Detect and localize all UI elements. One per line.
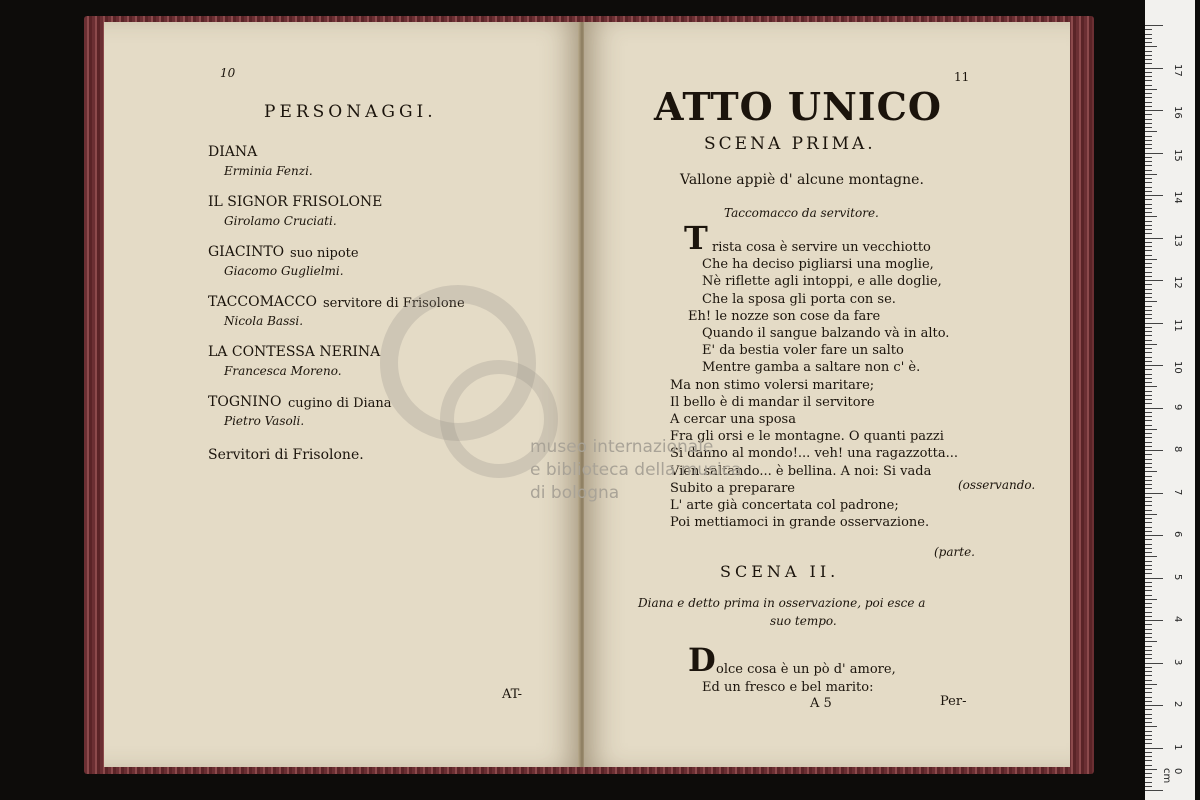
verse-line: Che la sposa gli porta con se. (702, 291, 896, 307)
ruler-tick (1145, 127, 1152, 128)
ruler-tick (1145, 178, 1152, 179)
ruler-tick (1145, 182, 1152, 183)
ruler-tick (1145, 535, 1163, 536)
ruler-label: 10 (1172, 361, 1183, 374)
ruler-tick (1145, 654, 1152, 655)
right-catchword: Per- (940, 694, 967, 709)
ruler-tick (1145, 136, 1152, 137)
ruler-tick (1145, 548, 1152, 549)
verse-line: Il bello è di mandar il servitore (670, 394, 875, 410)
ruler-tick (1145, 46, 1157, 47)
ruler-tick (1145, 280, 1163, 281)
ruler-tick (1145, 161, 1152, 162)
ruler-tick (1145, 408, 1163, 409)
ruler-tick (1145, 650, 1152, 651)
ruler-tick (1145, 38, 1152, 39)
ruler-tick (1145, 718, 1152, 719)
ruler-tick (1145, 284, 1152, 285)
ruler-tick (1145, 446, 1152, 447)
verse-line: Fra gli orsi e le montagne. O quanti pazzi (670, 429, 944, 445)
verse-line: Che ha deciso pigliarsi una moglie, (702, 257, 934, 273)
ruler-tick (1145, 416, 1152, 417)
atto-unico-title: ATTO UNICO (654, 84, 942, 129)
ruler-tick (1145, 760, 1152, 761)
ruler-tick (1145, 544, 1152, 545)
ruler-tick (1145, 501, 1152, 502)
ruler-tick (1145, 212, 1152, 213)
scene-2-direction-line-1: Diana e detto prima in osservazione, poi esce a (638, 596, 926, 610)
ruler-tick (1145, 34, 1152, 35)
verse-line: Ma non stimo volersi maritare; (670, 377, 875, 393)
ruler-tick (1145, 692, 1152, 693)
actor-name: Pietro Vasoli. (224, 414, 305, 428)
ruler-tick (1145, 289, 1152, 290)
ruler-tick (1145, 552, 1152, 553)
ruler-tick (1145, 352, 1152, 353)
verse-line: Poi mettiamoci in grande osservazione. (670, 515, 930, 531)
ruler-tick (1145, 684, 1157, 685)
ruler-tick (1145, 705, 1163, 706)
ruler-tick (1145, 743, 1152, 744)
ruler-tick (1145, 93, 1152, 94)
verse-line: Ed un fresco e bel marito: (702, 680, 874, 695)
ruler-tick (1145, 484, 1152, 485)
ruler-tick (1145, 595, 1152, 596)
personaggi-title: PERSONAGGI. (264, 102, 437, 122)
ruler-tick (1145, 378, 1152, 379)
ruler-tick (1145, 412, 1152, 413)
ruler-tick (1145, 429, 1157, 430)
ruler-label: 4 (1172, 616, 1183, 623)
ruler-tick (1145, 242, 1152, 243)
ruler-tick (1145, 263, 1152, 264)
ruler-tick (1145, 204, 1152, 205)
verse-line: A cercar una sposa (670, 412, 796, 427)
ruler-tick (1145, 97, 1152, 98)
ruler-tick (1145, 726, 1157, 727)
ruler-label: 6 (1172, 531, 1183, 538)
actor-name: Girolamo Cruciati. (224, 214, 337, 228)
ruler-tick (1145, 531, 1152, 532)
ruler-tick (1145, 633, 1152, 634)
scene-2-title: SCENA II. (720, 562, 840, 581)
ruler-tick (1145, 425, 1152, 426)
servants-line: Servitori di Frisolone. (208, 447, 364, 463)
ruler-tick (1145, 463, 1152, 464)
ruler-tick (1145, 29, 1152, 30)
ruler-tick (1145, 102, 1152, 103)
actor-name: Nicola Bassi. (224, 314, 304, 328)
ruler-tick (1145, 709, 1152, 710)
ruler-tick (1145, 357, 1152, 358)
ruler-tick (1145, 569, 1152, 570)
ruler-tick (1145, 221, 1152, 222)
ruler-label: 3 (1172, 658, 1183, 665)
ruler-tick (1145, 68, 1163, 69)
ruler-tick (1145, 739, 1152, 740)
character-name: TACCOMACCO (208, 294, 317, 310)
ruler-tick (1145, 697, 1152, 698)
ruler-tick (1145, 165, 1152, 166)
ruler-tick (1145, 586, 1152, 587)
ruler-tick (1145, 539, 1152, 540)
ruler-tick (1145, 229, 1152, 230)
ruler-tick (1145, 646, 1152, 647)
ruler-label: 5 (1172, 573, 1183, 580)
ruler-tick (1145, 471, 1157, 472)
ruler-tick (1145, 616, 1152, 617)
drop-cap-d: D (688, 641, 716, 679)
ruler-label: 1 (1172, 743, 1183, 750)
watermark-line-3: di bologna (530, 483, 620, 503)
ruler-tick (1145, 454, 1152, 455)
ruler-tick (1145, 488, 1152, 489)
ruler-tick (1145, 272, 1152, 273)
ruler-tick (1145, 85, 1152, 86)
verse-line: Nè riflette agli intoppi, e alle doglie, (702, 274, 942, 290)
ruler-tick (1145, 123, 1152, 124)
verse-line: olce cosa è un pò d' amore, (716, 662, 896, 677)
verse-line: Si danno al mondo!... veh! una ragazzotta... (670, 446, 958, 462)
ruler-tick (1145, 276, 1152, 277)
ruler-tick (1145, 382, 1152, 383)
ruler-tick (1145, 599, 1157, 600)
verse-line: L' arte già concertata col padrone; (670, 498, 899, 513)
ruler-tick (1145, 514, 1157, 515)
ruler-tick (1145, 119, 1152, 120)
ruler-tick (1145, 174, 1157, 175)
ruler-tick (1145, 522, 1152, 523)
aside-parte: (parte. (934, 545, 975, 559)
ruler-tick (1145, 170, 1152, 171)
ruler-label: 17 (1172, 63, 1183, 77)
signature-mark: A 5 (810, 696, 832, 711)
ruler-tick (1145, 769, 1157, 770)
ruler-tick (1145, 607, 1152, 608)
ruler-label: 13 (1172, 233, 1183, 247)
ruler-tick (1145, 624, 1152, 625)
ruler-tick (1145, 582, 1152, 583)
ruler-tick (1145, 369, 1152, 370)
ruler-tick (1145, 777, 1152, 778)
ruler-tick (1145, 110, 1163, 111)
ruler-tick (1145, 748, 1163, 749)
ruler-tick (1145, 306, 1152, 307)
ruler-tick (1145, 55, 1152, 56)
actor-name: Erminia Fenzi. (224, 164, 313, 178)
ruler-tick (1145, 433, 1152, 434)
ruler-tick (1145, 505, 1152, 506)
ruler-tick (1145, 722, 1152, 723)
character-role: servitore di Frisolone (323, 296, 465, 311)
ruler-tick (1145, 786, 1152, 787)
ruler-tick (1145, 76, 1152, 77)
ruler-tick (1145, 187, 1152, 188)
ruler-label: 14 (1172, 191, 1183, 204)
ruler-tick (1145, 790, 1163, 791)
ruler-tick (1145, 144, 1152, 145)
ruler-tick (1145, 420, 1152, 421)
ruler-tick (1145, 63, 1152, 64)
scene-2-direction-line-2: suo tempo. (770, 614, 837, 628)
ruler-tick (1145, 89, 1157, 90)
ruler-tick (1145, 395, 1152, 396)
character-name: LA CONTESSA NERINA (208, 344, 381, 360)
ruler-tick (1145, 365, 1163, 366)
ruler-tick (1145, 675, 1152, 676)
ruler-tick (1145, 391, 1152, 392)
ruler-tick (1145, 348, 1152, 349)
ruler-tick (1145, 480, 1152, 481)
ruler-tick (1145, 752, 1152, 753)
ruler-tick (1145, 331, 1152, 332)
ruler-tick (1145, 199, 1152, 200)
ruler-tick (1145, 361, 1152, 362)
ruler-tick (1145, 216, 1157, 217)
aside-osservando: (osservando. (958, 478, 1036, 492)
ruler-tick (1145, 641, 1157, 642)
ruler-tick (1145, 663, 1163, 664)
character-role: cugino di Diana (288, 396, 392, 411)
ruler-tick (1145, 603, 1152, 604)
ruler-tick (1145, 238, 1163, 239)
ruler-tick (1145, 80, 1152, 81)
ruler-tick (1145, 314, 1152, 315)
ruler-tick (1145, 335, 1152, 336)
ruler-tick (1145, 565, 1152, 566)
right-page (584, 22, 1070, 767)
ruler-label: 11 (1172, 318, 1183, 332)
scene-1-direction: Taccomacco da servitore. (724, 206, 879, 220)
ruler-tick (1145, 310, 1152, 311)
ruler-tick (1145, 476, 1152, 477)
verse-line: Mentre gamba a saltare non c' è. (702, 360, 921, 376)
character-name: DIANA (208, 144, 258, 160)
ruler-tick (1145, 72, 1152, 73)
verse-line: Vien saltando... è bellina. A noi: Si vada (670, 463, 932, 479)
ruler-tick (1145, 374, 1152, 375)
scale-ruler (1145, 0, 1195, 800)
ruler-tick (1145, 255, 1152, 256)
ruler-tick (1145, 195, 1163, 196)
verse-line: Subito a preparare (670, 480, 795, 496)
ruler-tick (1145, 318, 1152, 319)
ruler-tick (1145, 191, 1152, 192)
ruler-tick (1145, 267, 1152, 268)
character-name: IL SIGNOR FRISOLONE (208, 194, 383, 210)
character-name: TOGNINO (208, 394, 282, 410)
ruler-tick (1145, 510, 1152, 511)
ruler-label: 7 (1172, 488, 1183, 495)
actor-name: Francesca Moreno. (224, 364, 342, 378)
ruler-tick (1145, 518, 1152, 519)
ruler-tick (1145, 403, 1152, 404)
ruler-tick (1145, 25, 1163, 26)
scene-1-setting: Vallone appiè d' alcune montagne. (680, 172, 924, 188)
ruler-tick (1145, 782, 1152, 783)
ruler-tick (1145, 233, 1152, 234)
verse-line: E' da bestia voler fare un salto (702, 343, 904, 359)
ruler-label: 15 (1172, 148, 1183, 162)
character-role: suo nipote (290, 246, 359, 261)
ruler-tick (1145, 459, 1152, 460)
watermark-line-2: e biblioteca della musica (530, 460, 742, 480)
ruler-tick (1145, 42, 1152, 43)
ruler-tick (1145, 323, 1163, 324)
ruler-tick (1145, 344, 1157, 345)
ruler-label: 9 (1172, 403, 1183, 410)
ruler-tick (1145, 59, 1152, 60)
ruler-label: 12 (1172, 276, 1183, 289)
ruler-tick (1145, 493, 1163, 494)
ruler-tick (1145, 556, 1157, 557)
ruler-label: 0 cm (1161, 768, 1183, 784)
ruler-tick (1145, 714, 1152, 715)
ruler-tick (1145, 688, 1152, 689)
right-page-number: 11 (954, 70, 970, 84)
ruler-tick (1145, 399, 1152, 400)
ruler-tick (1145, 51, 1152, 52)
ruler-tick (1145, 756, 1152, 757)
ruler-tick (1145, 114, 1152, 115)
ruler-tick (1145, 765, 1152, 766)
ruler-tick (1145, 259, 1157, 260)
ruler-tick (1145, 735, 1152, 736)
verse-line: rista cosa è servire un vecchiotto (712, 240, 931, 255)
ruler-tick (1145, 561, 1152, 562)
ruler-tick (1145, 157, 1152, 158)
ruler-tick (1145, 527, 1152, 528)
ruler-tick (1145, 467, 1152, 468)
left-catchword: AT- (502, 687, 523, 702)
ruler-tick (1145, 301, 1157, 302)
ruler-tick (1145, 731, 1152, 732)
ruler-tick (1145, 153, 1163, 154)
ruler-tick (1145, 637, 1152, 638)
verse-line: Eh! le nozze son cose da fare (688, 308, 881, 324)
left-page-number: 10 (220, 66, 236, 80)
ruler-label: 16 (1172, 106, 1183, 119)
ruler-tick (1145, 297, 1152, 298)
character-name: GIACINTO (208, 244, 285, 260)
ruler-tick (1145, 578, 1163, 579)
watermark-line-1: museo internazionale (530, 437, 714, 457)
ruler-tick (1145, 442, 1152, 443)
ruler-tick (1145, 701, 1152, 702)
ruler-tick (1145, 131, 1157, 132)
scene-1-title: SCENA PRIMA. (704, 134, 876, 154)
verse-line: Quando il sangue balzando và in alto. (702, 326, 950, 341)
ruler-tick (1145, 658, 1152, 659)
ruler-tick (1145, 386, 1157, 387)
ruler-tick (1145, 148, 1152, 149)
ruler-tick (1145, 773, 1152, 774)
ruler-tick (1145, 629, 1152, 630)
ruler-tick (1145, 246, 1152, 247)
ruler-tick (1145, 208, 1152, 209)
ruler-tick (1145, 671, 1152, 672)
ruler-tick (1145, 140, 1152, 141)
ruler-tick (1145, 293, 1152, 294)
ruler-tick (1145, 590, 1152, 591)
actor-name: Giacomo Guglielmi. (224, 264, 344, 278)
drop-cap-t: T (684, 219, 708, 257)
ruler-tick (1145, 667, 1152, 668)
ruler-tick (1145, 620, 1163, 621)
ruler-tick (1145, 106, 1152, 107)
ruler-tick (1145, 340, 1152, 341)
ruler-tick (1145, 437, 1152, 438)
ruler-tick (1145, 497, 1152, 498)
ruler-tick (1145, 573, 1152, 574)
ruler-tick (1145, 612, 1152, 613)
ruler-tick (1145, 225, 1152, 226)
ruler-label: 2 (1172, 701, 1183, 708)
ruler-tick (1145, 327, 1152, 328)
ruler-label: 8 (1172, 446, 1183, 453)
ruler-tick (1145, 450, 1163, 451)
ruler-tick (1145, 680, 1152, 681)
ruler-tick (1145, 250, 1152, 251)
